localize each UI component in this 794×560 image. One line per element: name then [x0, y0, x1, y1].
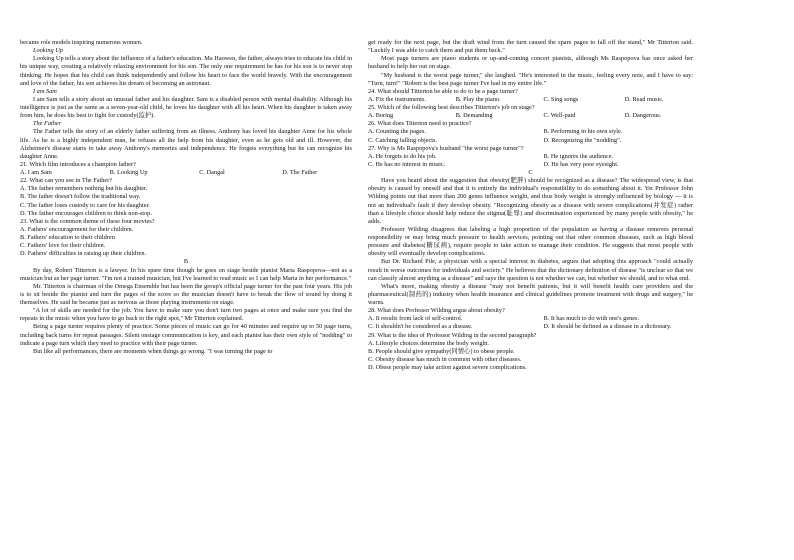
passage-paragraph: But like all performances, there are moments when things go wrong. "I was turning the page to	[33, 347, 273, 355]
section-heading-b: B	[183, 258, 189, 266]
option: A. Fathers' encouragement for their children.	[20, 225, 134, 233]
option: A. Counting the pages.	[368, 128, 426, 136]
option: C. It shouldn't be considered as a disease.	[368, 323, 473, 331]
option: D. The father encourages children to think non-stop.	[20, 209, 152, 217]
text-line: became role models inspiring numerous women.	[20, 39, 143, 46]
passage-paragraph: get ready for the next page, but the draft wind from the turn caused the spare pages to fall off the stand," Mr Titterton said. "Luckily I was able to catch them and put them back."	[368, 39, 693, 55]
question-stem: 26. What does Titterton need to practice?	[368, 120, 472, 128]
passage-paragraph: Being a page turner requires plenty of practice. Some pieces of music can go for 40 minutes and require up to 50 page turns, including back turns for repeat passages. Silent onstage communication is key, and each pianist has their own style of "nodding" to indicate a page turn which they need to practice with their page turner.	[20, 323, 352, 347]
question-22	[20, 177, 352, 218]
option: C. Obesity disease has much in common with other diseases.	[368, 355, 522, 363]
passage-paragraph: What's more, making obesity a disease "may not benefit patients, but it will benefit health care providers and the pharmaceutical(制药的) industry when health insurance and clinical guidelines promote treatment with drugs and surgery," he warns.	[368, 282, 693, 306]
section-heading-c: C	[528, 169, 533, 176]
option: D. Fathers' difficulties in raising up their children.	[20, 250, 147, 258]
film-paragraph: Looking Up tells a story about the influence of a father's education. Ma Haowen, the father, always tries to educate his child in his unique way, creating a relatively relaxing environment for his son. The only one requirement he has for his son is to never stop thinking. He hopes that his child can think independently and follow his heart to face the world bravely. With the encouragement and love of the father, his son achieves his dream of becoming an astronaut.	[20, 55, 352, 87]
question-24	[368, 88, 693, 104]
option: D. Obese people may take action against severe complications.	[368, 364, 527, 371]
question-25	[368, 104, 693, 120]
left-column	[20, 39, 352, 356]
options	[368, 153, 693, 169]
option: C. Well-paid	[543, 112, 576, 120]
option: B. Demanding	[455, 112, 493, 120]
question-stem: 23. What is the common theme of these four movies?	[20, 217, 155, 225]
options	[368, 128, 693, 144]
question-28	[368, 307, 693, 331]
passage-paragraph: Have you heard about the suggestion that obesity(肥胖) should be recognized as a disease? The widespread view, is that obesity is caused by oneself and that it is entirely the individual's responsibility to do something about it. Yet Professor John Wilding points out that more than 200 genes influence weight, and thus body weight is strongly influenced by biology — it is not an individual's fault if they develop obesity. "Recognizing obesity as a disease with severe complications(并发症) rather than a lifestyle choice should help reduce the stigma(耻辱) and discrimination experienced by many people with obesity," he adds.	[368, 177, 693, 225]
option: C. Dangal	[199, 169, 225, 176]
question-stem: 22. What can you see in The Father?	[20, 177, 113, 185]
question-stem: 25. Which of the following best describes Titterton's job on stage?	[368, 104, 535, 111]
options	[368, 315, 693, 331]
film-paragraph: I am Sam tells a story about an unusual father and his daughter. Sam is a disabled person with mental disability. Although his intelligence is just as the same as a seven-year-old child, he loves his daughter with all his heart. When his daughter is taken away from him, he does his best to fight for custody(监护).	[20, 95, 352, 120]
passage-paragraph: Professor Wilding disagrees that labeling a high proportion of the population as having a disease removes personal responsibility or may bring much pressure to health services, pointing out that other common diseases, such as high blood pressure and diabetes(糖尿病), require people to take action to manage their condition. He suggests that most people with obesity will eventually develop complications.	[368, 225, 693, 258]
option: B. It has much to do with one's genes.	[543, 315, 640, 323]
passage-paragraph: "A lot of skills are needed for the job. You have to make sure you don't turn two pages at once and make sure you find the repeats in the music when you have to go back to the right spot," Mr Titterton explained.	[20, 307, 352, 323]
option: D. Read music.	[624, 95, 664, 103]
option: A. Fix the instruments.	[368, 95, 426, 103]
right-column	[368, 39, 693, 372]
option: C. Catching falling objects.	[368, 136, 438, 144]
option: D. It should be defined as a disease in a dictionary.	[543, 323, 672, 331]
option: A. I am Sam	[20, 169, 52, 176]
option: B. Fathers' education to their children	[20, 234, 115, 241]
option: A. Boring	[368, 112, 394, 120]
option: A. The father remembers nothing but his daughter.	[20, 185, 148, 193]
option: A. It results from lack of self-control.	[368, 315, 463, 323]
option: D. He has very poor eyesight.	[543, 160, 619, 168]
question-stem: 21. Which film introduces a champion father?	[20, 160, 136, 168]
option: A. He forgets to do his job.	[368, 152, 437, 160]
option: B. People should give sympathy(同情心) to obese people.	[368, 347, 515, 355]
option: B. Looking Up	[109, 169, 148, 176]
question-stem: 28. What does Professor Wilding argue about obesity?	[368, 307, 505, 315]
option: C. He has no interest in music.	[368, 160, 446, 168]
question-23	[20, 218, 352, 259]
options	[20, 169, 352, 177]
passage-paragraph: But Dr. Richard Pile, a physician with a special interest in diabetes, argues that adopting this approach "could actually result in worse outcomes for individuals and society." He believes that the dictionary definition of disease "is unclear so that we can classify almost anything as a disease" and says the question is not whether we can, but whether we should, and to what end.	[368, 258, 693, 282]
question-29	[368, 332, 693, 373]
film-title: I am Sam	[33, 87, 57, 95]
option: C. The father loses custody to care for his daughter.	[20, 201, 150, 209]
option: C. Fathers' love for their children.	[20, 242, 106, 250]
question-27	[368, 145, 693, 169]
passage-paragraph: Mr. Titterton is chairman of the Omega Ensemble but has been the group's official page turner for the past four years. His job is to sit beside the pianist and turn the pages of the score so the musician doesn't have to break the flow of sound by doing it themselves. He said he became just as nervous as those playing instruments on stage.	[20, 282, 352, 306]
question-stem: 27. Why is Ms Raspopova's husband "the worst page turner"?	[368, 144, 524, 152]
option: D. The Father	[282, 169, 318, 176]
question-stem: 29. What is the idea of Professor Wilding in the second paragraph?	[368, 331, 537, 339]
passage-paragraph: Most page turners are piano students or up-and-coming concert pianists, although Ms Raspopova has once asked her husband to help her out on stage.	[368, 55, 693, 71]
passage-paragraph: By day, Robert Titterton is a lawyer. In his spare time though he goes on stage beside pianist Maria Raspopova—not as a musician but as her page turner. "I'm not a trained musician, but I've learned to read music so I can help Maria in her performance."	[20, 266, 352, 282]
option: C. Sing songs	[543, 95, 579, 103]
passage-paragraph: "My husband is the worst page turner," she laughed. "He's interested in the music, feeling every note, and I have to say: "Turn, turn!" "Robert is the best page turner I've had in my entire life."	[368, 71, 693, 87]
film-title: Looking Up	[33, 47, 63, 55]
options	[368, 96, 693, 104]
film-paragraph: The Father tells the story of an elderly father suffering from an illness. Anthony has loved his daughter Anne for his whole life. As he is a highly independent man, he refuses all the help from his daughter, even as he gets old and ill. However, the Alzheimer's disease starts to take away Anthony's memories and independence. He forgets everything but he can recognize his daughter Anne.	[20, 128, 352, 160]
option: D. Recognizing the "nodding".	[543, 136, 622, 144]
options	[368, 112, 693, 120]
option: B. Performing in his own style.	[543, 128, 623, 136]
option: A. Lifestyle choices determine the body weight.	[368, 339, 490, 347]
option: B. The father doesn't follow the traditional way.	[20, 193, 141, 201]
option: B. He ignores the audience.	[543, 152, 614, 160]
option: B. Play the piano.	[455, 95, 501, 103]
film-title: The Father	[33, 120, 62, 128]
question-21	[20, 161, 352, 177]
question-26	[368, 120, 693, 144]
question-stem: 24. What should Titterton be able to do to be a page turner?	[368, 87, 518, 95]
option: D. Dangerous.	[624, 112, 662, 120]
